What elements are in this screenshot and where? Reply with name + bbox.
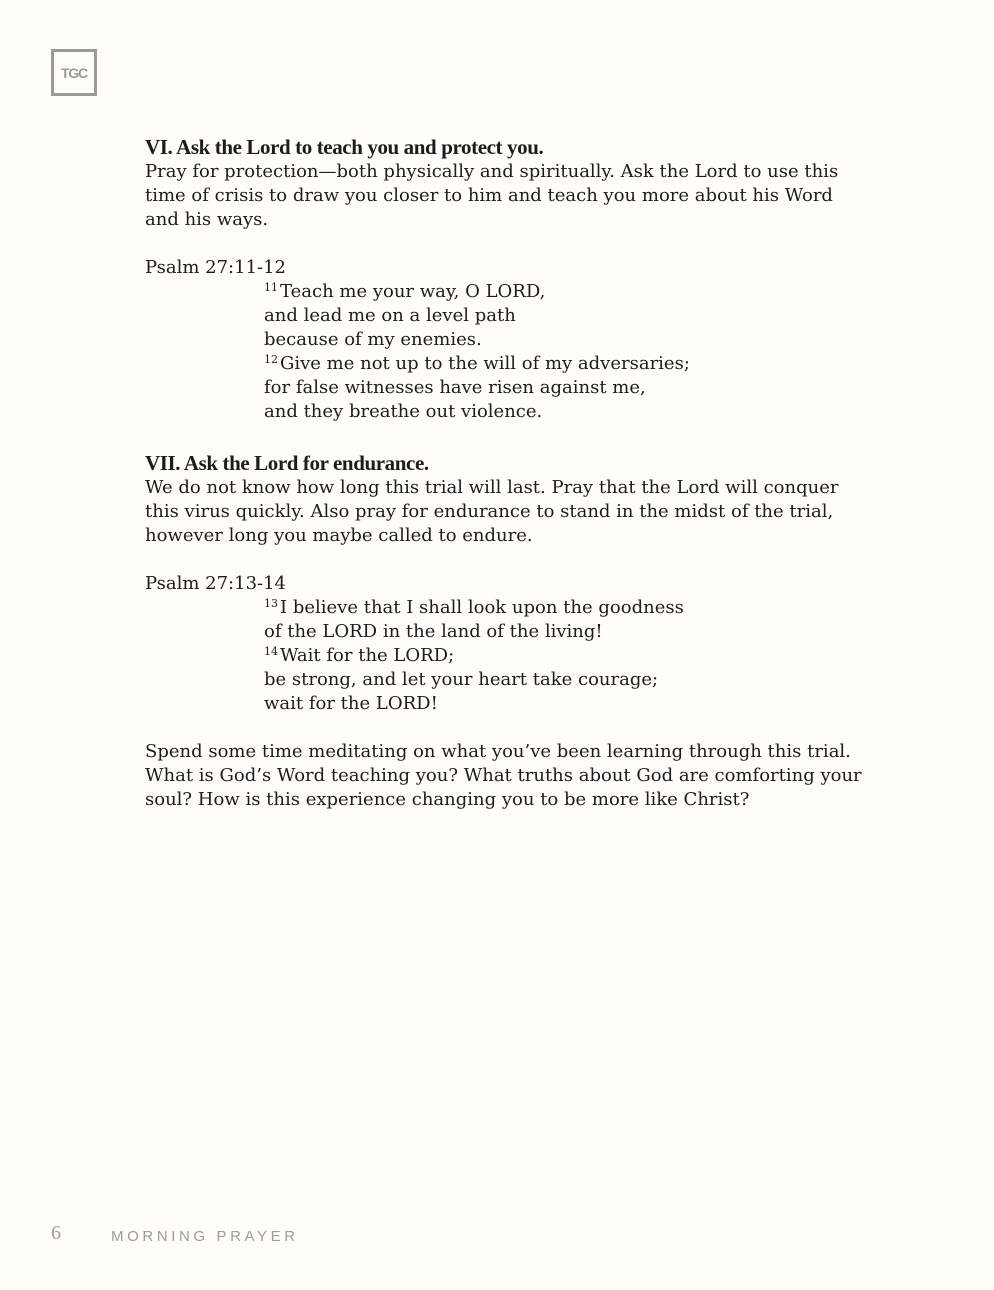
verse-number: 14 (264, 645, 278, 658)
verse-line: $^{14}$ Wait for the LORD; (264, 645, 455, 666)
verse-line: for false witnesses have risen against me, (264, 377, 646, 398)
footer-title: MORNING PRAYER (111, 1228, 299, 1245)
section-7-reference: Psalm 27:13-14 (145, 573, 287, 594)
section-6-body: Pray for protection—both physically and spiritually. Ask the Lord to use this time of crisis to draw you closer to him and teach you more about his Word and his ways. (145, 161, 839, 230)
logo-text: TGC (61, 64, 87, 81)
section-7-verses (264, 596, 865, 716)
verse-number: 13 (264, 597, 278, 610)
verse-line: because of my enemies. (264, 329, 482, 350)
verse-line: of the LORD in the land of the living! (264, 621, 603, 642)
page-content (145, 134, 865, 812)
verse-line: $^{13}$ I believe that I shall look upon the goodness (264, 597, 684, 618)
section-6-verses (264, 280, 865, 424)
verse-line: be strong, and let your heart take courage; (264, 669, 659, 690)
verse-number: 12 (264, 353, 278, 366)
verse-line: and lead me on a level path (264, 305, 516, 326)
tgc-logo (51, 49, 97, 96)
verse-line: $^{12}$ Give me not up to the will of my adversaries; (264, 353, 690, 374)
verse-line: $^{11}$ Teach me your way, O LORD, (264, 281, 546, 302)
section-7-body: We do not know how long this trial will last. Pray that the Lord will conquer this virus quickly. Also pray for endurance to stand in the midst of the trial, however long you maybe called to endure. (145, 477, 839, 546)
section-6-heading: VI. Ask the Lord to teach you and protect you. (145, 135, 544, 159)
section-7-heading: VII. Ask the Lord for endurance. (145, 451, 429, 475)
section-6-reference: Psalm 27:11-12 (145, 257, 287, 278)
closing-paragraph: Spend some time meditating on what you’ve been learning through this trial. What is God’s Word teaching you? What truths about God are comforting your soul? How is this experience changing you to be more like Christ? (145, 741, 862, 810)
verse-line: wait for the LORD! (264, 693, 438, 714)
verse-line: and they breathe out violence. (264, 401, 543, 422)
verse-number: 11 (264, 281, 278, 294)
page-number: 6 (51, 1222, 61, 1244)
